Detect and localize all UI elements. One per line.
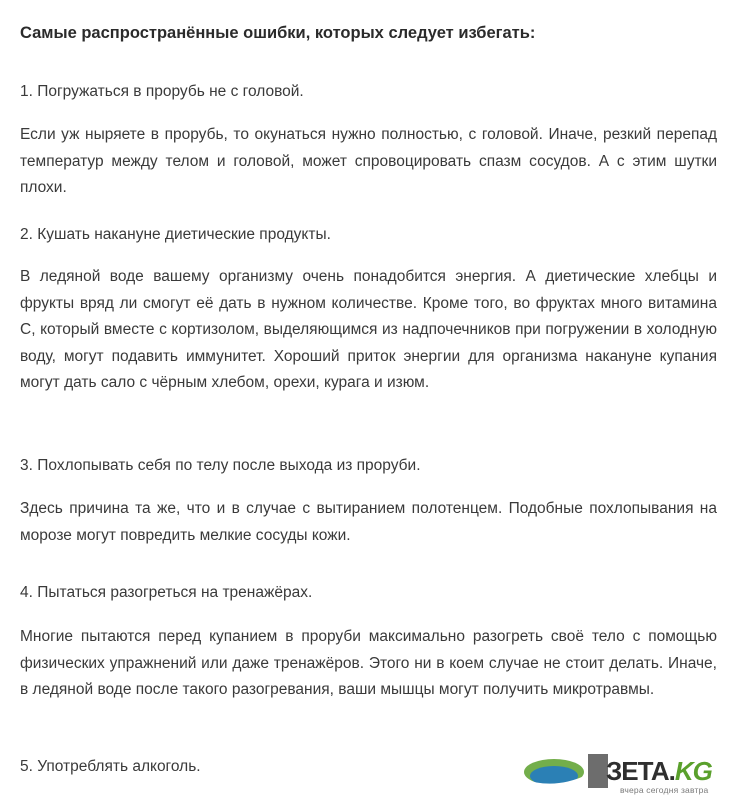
mistake-text-3: Здесь причина та же, что и в случае с вытиранием полотенцем. Подобные похлопывания на морозе могут повредить мелкие сосуды кожи.: [20, 500, 717, 544]
logo-domain: KG: [674, 756, 712, 786]
logo-tagline: вчера сегодня завтра: [620, 785, 709, 795]
mistake-text-1: Если уж ныряете в прорубь, то окунаться нужно полностью, с головой. Иначе, резкий перепад температур между телом и головой, может спровоцировать спазм сосудов. А с этим шутки плохи.: [20, 126, 717, 196]
site-logo-text: [606, 756, 712, 787]
mistake-title-3: 3. Похлопывать себя по телу после выхода из проруби.: [20, 457, 421, 474]
mistake-title-4: 4. Пытаться разогреться на тренажёрах.: [20, 584, 313, 601]
logo-brand: ЗЕТА.: [606, 756, 675, 786]
mistake-title-1: 1. Погружаться в прорубь не с головой.: [20, 83, 304, 100]
mistake-title-2: 2. Кушать накануне диетические продукты.: [20, 226, 331, 243]
mistake-text-4: Многие пытаются перед купанием в проруби максимально разогреть своё тело с помощью физических упражнений или даже тренажёров. Этого ни в коем случае не стоит делать. Иначе, в ледяной воде после такого разогревания, ваши мышцы могут получить микротравмы.: [20, 628, 717, 698]
section-heading: Самые распространённые ошибки, которых следует избегать:: [20, 24, 536, 42]
mistake-text-2: В ледяной воде вашему организму очень понадобится энергия. А диетические хлебцы и фрукты вряд ли смогут её дать в нужном количестве. Кроме того, во фруктах много витамина С, который вместе с кортизолом, выделяющимся из надпочечников при погружении в холодную воду, могут подавить иммунитет. Хороший приток энергии для организма накануне купания могут дать сало с чёрным хлебом, орехи, курага и изюм.: [20, 268, 717, 391]
mistake-title-5: 5. Употреблять алкоголь.: [20, 758, 201, 775]
